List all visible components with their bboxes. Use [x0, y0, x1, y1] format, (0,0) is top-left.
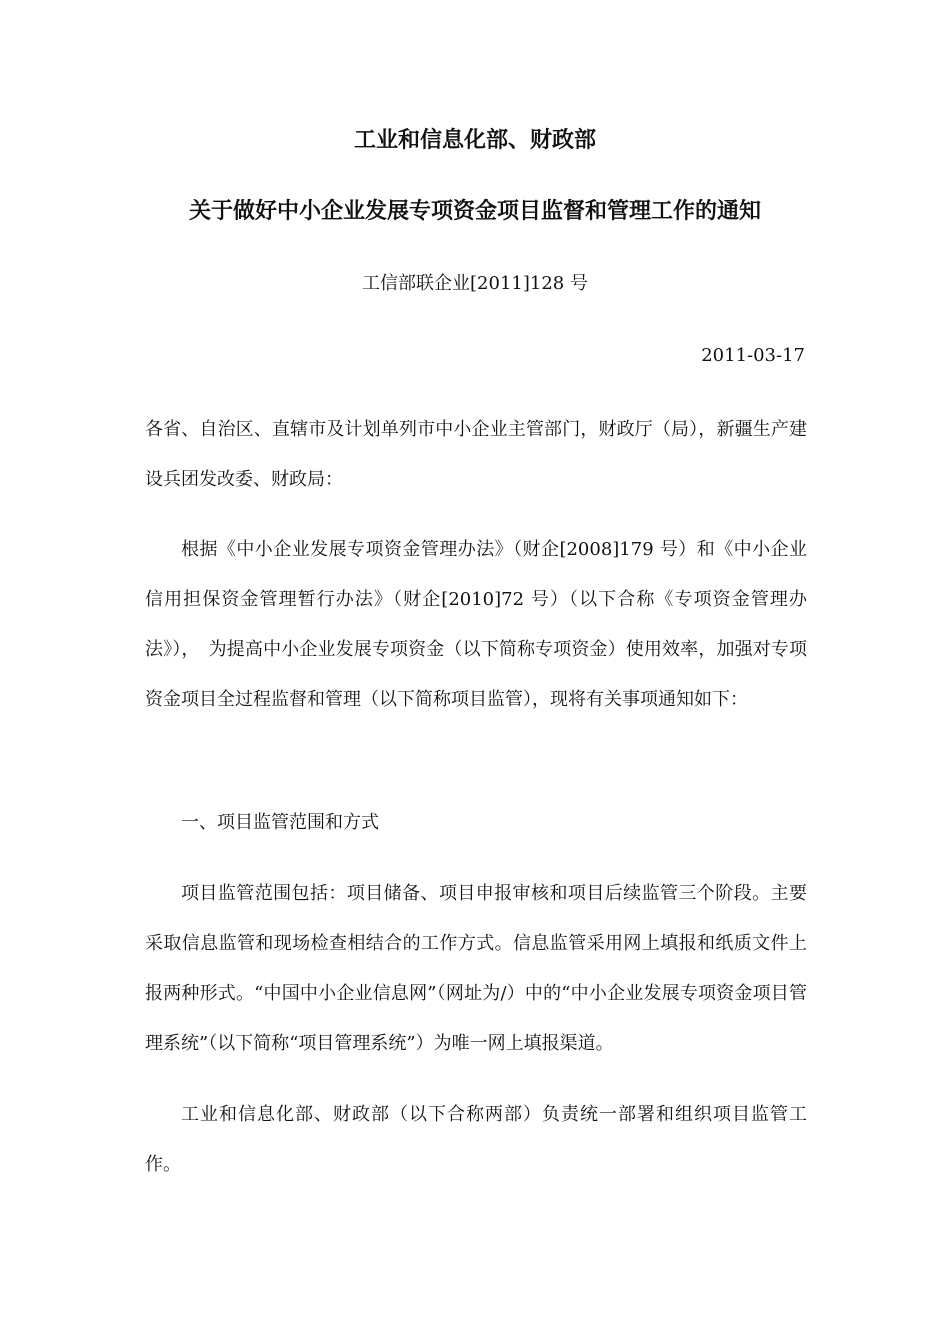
document-title-issuers: 工业和信息化部、财政部 [353, 128, 596, 153]
intro-paragraph: 根据《中小企业发展专项资金管理办法》（财企[2008]179 号）和《中小企业信用担保资金管理暂行办法》（财企[2010]72 号）（以下合称《专项资金管理办法》）， 为提高中小企业发展专项资金（以下简称专项资金）使用效率，加强对专项资金项目全过程监督和管理（以下简称项目监管），现将有关事项通知如下： [145, 539, 807, 710]
responsibility-paragraph: 工业和信息化部、财政部（以下合称两部）负责统一部署和组织项目监管工作。 [145, 1104, 807, 1175]
document-date: 2011-03-17 [701, 345, 805, 366]
section-heading: 一、项目监管范围和方式 [181, 812, 379, 833]
document-number: 工信部联企业[2011]128 号 [362, 273, 588, 294]
document-title: 关于做好中小企业发展专项资金项目监督和管理工作的通知 [188, 199, 761, 224]
addressee-paragraph: 各省、自治区、直辖市及计划单列市中小企业主管部门，财政厅（局），新疆生产建设兵团发改委、财政局： [145, 419, 807, 490]
scope-paragraph: 项目监管范围包括：项目储备、项目申报审核和项目后续监管三个阶段。主要采取信息监管和现场检查相结合的工作方式。信息监管采用网上填报和纸质文件上报两种形式。“中国中小企业信息网”（网址为/）中的“中小企业发展专项资金项目管理系统”（以下简称“项目管理系统”）为唯一网上填报渠道。 [145, 883, 807, 1054]
